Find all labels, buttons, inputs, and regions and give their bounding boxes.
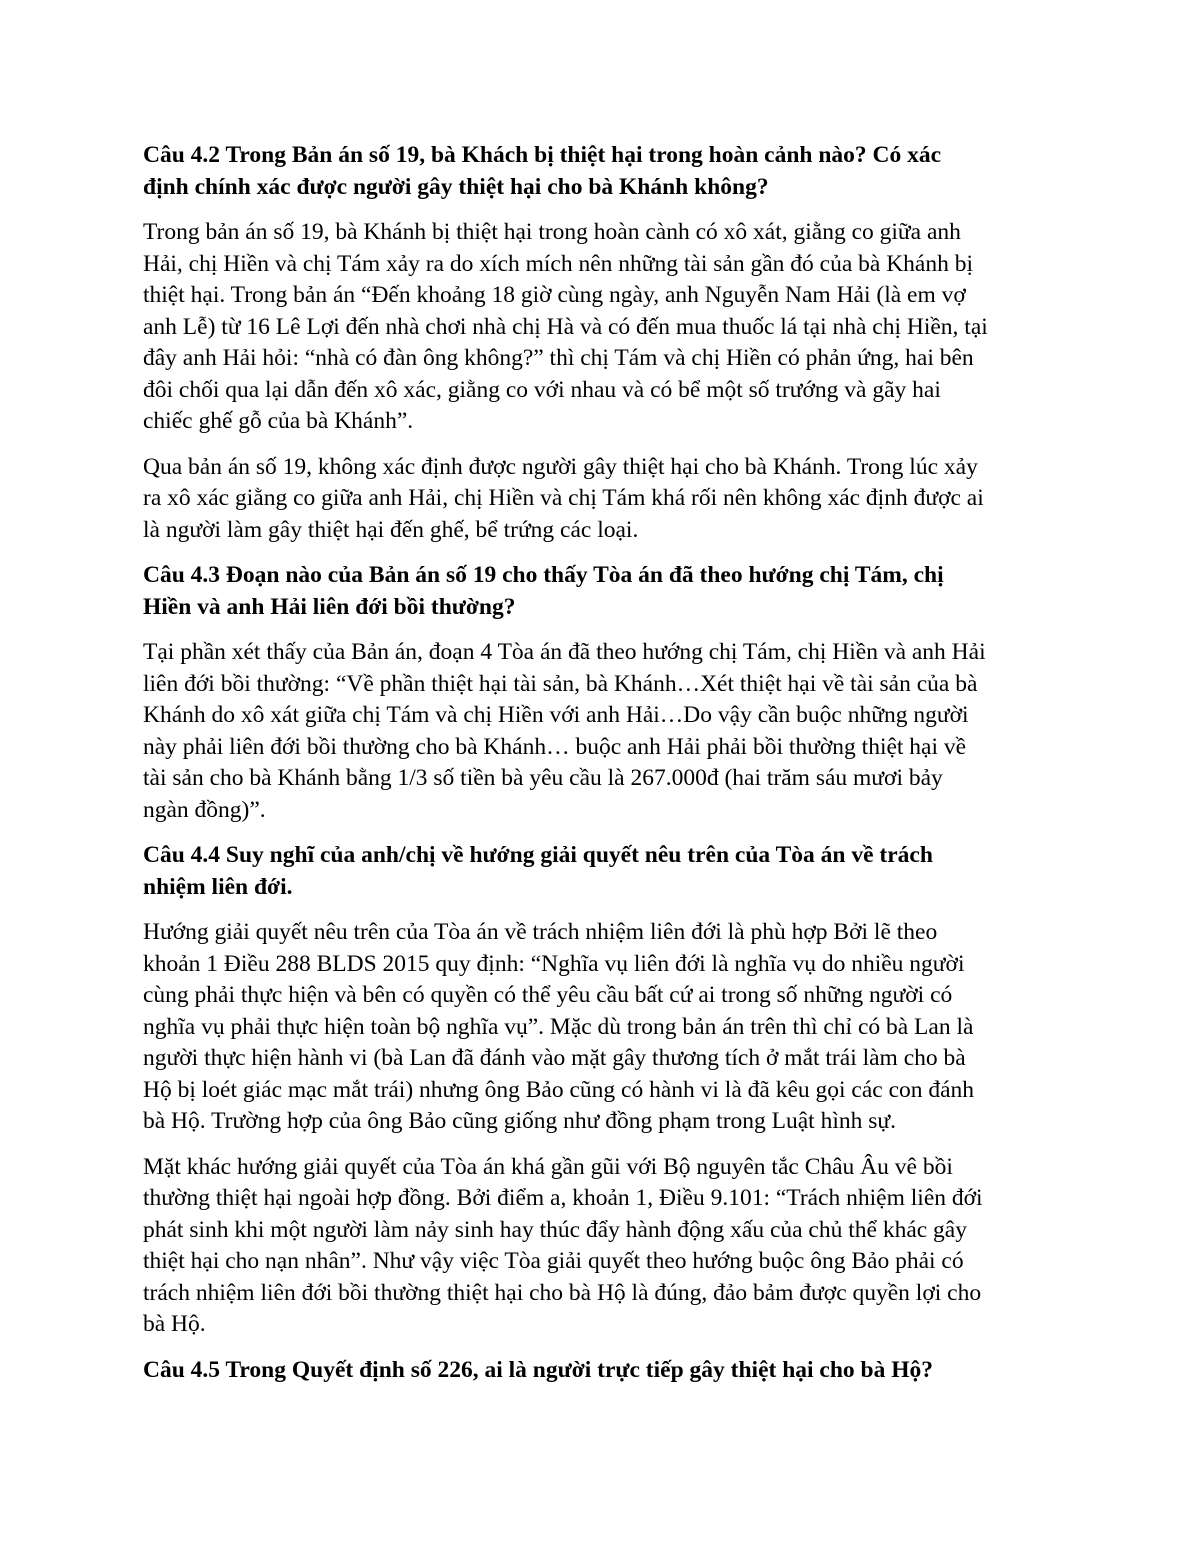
answer-4-4-paragraph-1: Hướng giải quyết nêu trên của Tòa án về trách nhiệm liên đới là phù hợp Bởi lẽ theo khoản 1 Điều 288 BLDS 2015 quy định: “Nghĩa vụ liên đới là nghĩa vụ do nhiều người cùng phải thực hiện và bên có quyền có thể yêu cầu bất cứ ai trong số những người có nghĩa vụ phải thực hiện toàn bộ nghĩa vụ”. Mặc dù trong bản án trên thì chỉ có bà Lan là người thực hiện hành vi (bà Lan đã đánh vào mặt gây thương tích ở mắt trái làm cho bà Hộ bị loét giác mạc mắt trái) nhưng ông Bảo cũng có hành vi là đã kêu gọi các con đánh bà Hộ. Trường hợp của ông Bảo cũng giống như đồng phạm trong Luật hình sự. — [143, 919, 975, 1134]
question-4-4: Câu 4.4 Suy nghĩ của anh/chị về hướng giải quyết nêu trên của Tòa án về trách nhiệm liên đới. — [143, 842, 933, 900]
answer-4-3-paragraph: Tại phần xét thấy của Bản án, đoạn 4 Tòa án đã theo hướng chị Tám, chị Hiền và anh Hải liên đới bồi thường: “Về phần thiệt hại tài sản, bà Khánh…Xét thiệt hại về tài sản của bà Khánh do xô xát giữa chị Tám và chị Hiền với anh Hải…Do vậy cần buộc những người này phải liên đới bồi thường cho bà Khánh… buộc anh Hải phải bồi thường thiệt hại về tài sản cho bà Khánh bằng 1/3 số tiền bà yêu cầu là 267.000đ (hai trăm sáu mươi bảy ngàn đồng)”. — [143, 639, 986, 823]
answer-4-2-paragraph-2: Qua bản án số 19, không xác định được người gây thiệt hại cho bà Khánh. Trong lúc xảy ra xô xác giằng co giữa anh Hải, chị Hiền và chị Tám khá rối nên không xác định được ai là người làm gây thiệt hại đến ghế, bể trứng các loại. — [143, 453, 984, 543]
question-4-3: Câu 4.3 Đoạn nào của Bản án số 19 cho thấy Tòa án đã theo hướng chị Tám, chị Hiền và anh Hải liên đới bồi thường? — [143, 562, 944, 620]
question-4-5: Câu 4.5 Trong Quyết định số 226, ai là người trực tiếp gây thiệt hại cho bà Hộ? — [143, 1356, 934, 1383]
answer-4-4-paragraph-2: Mặt khác hướng giải quyết của Tòa án khá gần gũi với Bộ nguyên tắc Châu Âu vê bồi thường thiệt hại ngoài hợp đồng. Bởi điểm a, khoản 1, Điều 9.101: “Trách nhiệm liên đới phát sinh khi một người làm nảy sinh hay thúc đẩy hành động xấu của chủ thể khác gây thiệt hại cho nạn nhân”. Như vậy việc Tòa giải quyết theo hướng buộc ông Bảo phải có trách nhiệm liên đới bồi thường thiệt hại cho bà Hộ là đúng, đảo bảm được quyền lợi cho bà Hộ. — [143, 1153, 983, 1337]
answer-4-2-paragraph-1: Trong bản án số 19, bà Khánh bị thiệt hại trong hoàn cành có xô xát, giằng co giữa anh Hải, chị Hiền và chị Tám xảy ra do xích mích nên những tài sản gần đó của bà Khánh bị thiệt hại. Trong bản án “Đến khoảng 18 giờ cùng ngày, anh Nguyễn Nam Hải (là em vợ anh Lễ) từ 16 Lê Lợi đến nhà chơi nhà chị Hà và có đến mua thuốc lá tại nhà chị Hiền, tại đây anh Hải hỏi: “nhà có đàn ông không?” thì chị Tám và chị Hiền có phản ứng, hai bên đôi chối qua lại dẫn đến xô xác, giằng co với nhau và có bể một số trướng và gãy hai chiếc ghế gỗ của bà Khánh”. — [143, 219, 988, 434]
question-4-2: Câu 4.2 Trong Bản án số 19, bà Khách bị thiệt hại trong hoàn cảnh nào? Có xác định chính xác được người gây thiệt hại cho bà Khánh không? — [143, 142, 942, 200]
document-page — [143, 140, 1063, 1400]
